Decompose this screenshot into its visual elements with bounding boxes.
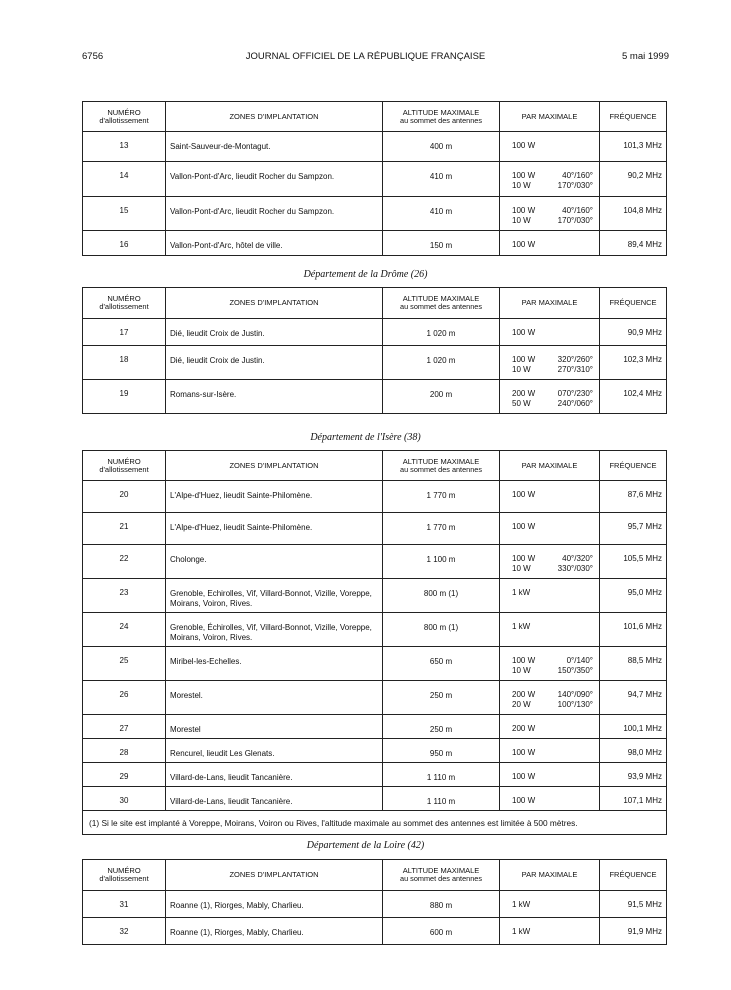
table-row — [83, 231, 667, 256]
zone-name: Dié, lieudit Croix de Justin. — [166, 346, 383, 380]
power-cell — [500, 481, 600, 513]
issue-date: 5 mai 1999 — [621, 51, 669, 62]
power-line — [504, 399, 595, 409]
header-alt-line2: au sommet des antennes — [400, 115, 482, 125]
power-value: 100 W — [512, 328, 536, 337]
azimuth-range: 240°/060° — [557, 399, 593, 408]
table-row — [83, 346, 667, 380]
header-num-line1: NUMÉRO — [107, 866, 141, 875]
allotment-table-loire — [82, 859, 667, 945]
table-row — [83, 197, 667, 231]
altitude-value: 800 m (1) — [383, 579, 500, 613]
table-row — [83, 681, 667, 715]
zone-name: Roanne (1), Riorges, Mably, Charlieu. — [166, 918, 383, 945]
power-cell — [500, 346, 600, 380]
azimuth-range: 330°/030° — [557, 564, 593, 573]
altitude-value: 1 770 m — [383, 481, 500, 513]
power-value: 100 W — [512, 141, 536, 150]
power-value: 200 W — [512, 389, 536, 398]
azimuth-range: 140°/090° — [557, 690, 593, 699]
allotment-number: 26 — [83, 681, 166, 715]
table-row — [83, 763, 667, 787]
header-num-line2: d'allotissement — [99, 874, 149, 883]
header-altitude — [383, 860, 500, 891]
allotment-number: 29 — [83, 763, 166, 787]
header-alt-line2: au sommet des antennes — [400, 464, 482, 474]
altitude-value: 1 770 m — [383, 513, 500, 545]
table-row — [83, 162, 667, 197]
allotment-number: 28 — [83, 739, 166, 763]
table-row — [83, 647, 667, 681]
header-frequence: FRÉQUENCE — [600, 860, 667, 891]
allotment-number: 20 — [83, 481, 166, 513]
header-alt-line1: ALTITUDE MAXIMALE — [402, 294, 480, 303]
altitude-value: 880 m — [383, 891, 500, 918]
header-frequence: FRÉQUENCE — [600, 451, 667, 481]
table-header-row — [83, 451, 667, 481]
altitude-value: 600 m — [383, 918, 500, 945]
power-value: 1 kW — [512, 927, 531, 936]
power-cell — [500, 197, 600, 231]
allotment-table-ardeche — [82, 101, 667, 256]
power-line — [504, 927, 595, 937]
altitude-value: 410 m — [383, 197, 500, 231]
frequency-value: 95,7 MHz — [600, 513, 667, 545]
table-row — [83, 319, 667, 346]
power-line — [504, 748, 595, 758]
azimuth-range: 0°/140° — [566, 656, 593, 665]
power-value: 10 W — [512, 666, 531, 675]
table-row — [83, 380, 667, 414]
power-value: 100 W — [512, 748, 536, 757]
allotment-number: 27 — [83, 715, 166, 739]
power-line — [504, 724, 595, 734]
page-number: 6756 — [82, 51, 104, 62]
zone-name: Miribel-les-Echelles. — [166, 647, 383, 681]
allotment-table-isere — [82, 450, 667, 835]
table-header-row — [83, 288, 667, 319]
zone-name: Rencurel, lieudit Les Glenats. — [166, 739, 383, 763]
power-cell — [500, 739, 600, 763]
allotment-number: 23 — [83, 579, 166, 613]
frequency-value: 89,4 MHz — [600, 231, 667, 256]
azimuth-range: 270°/310° — [557, 365, 593, 374]
frequency-value: 93,9 MHz — [600, 763, 667, 787]
header-altitude — [383, 451, 500, 481]
power-cell — [500, 545, 600, 579]
power-value: 200 W — [512, 724, 536, 733]
altitude-value: 410 m — [383, 162, 500, 197]
header-alt-line2: au sommet des antennes — [400, 302, 482, 311]
power-line — [504, 240, 595, 250]
power-value: 50 W — [512, 399, 531, 408]
power-cell — [500, 891, 600, 918]
power-cell — [500, 319, 600, 346]
power-value: 1 kW — [512, 622, 531, 631]
zone-name: Roanne (1), Riorges, Mably, Charlieu. — [166, 891, 383, 918]
azimuth-range: 40°/320° — [562, 554, 593, 563]
power-line — [504, 772, 595, 782]
allotment-number: 17 — [83, 319, 166, 346]
header-alt-line1: ALTITUDE MAXIMALE — [402, 866, 480, 875]
zone-name: Vallon-Pont-d'Arc, hôtel de ville. — [166, 231, 383, 256]
table-row — [83, 918, 667, 945]
zone-name: Morestel — [166, 715, 383, 739]
header-zones: ZONES D'IMPLANTATION — [166, 860, 383, 891]
power-cell — [500, 162, 600, 197]
altitude-value: 950 m — [383, 739, 500, 763]
allotment-number: 16 — [83, 231, 166, 256]
header-alt-line1: ALTITUDE MAXIMALE — [402, 456, 480, 466]
azimuth-range: 150°/350° — [557, 666, 593, 675]
header-num-line1: NUMÉRO — [107, 294, 141, 303]
zone-name: Grenoble, Echirolles, Vif, Villard-Bonnot, Vizille, Voreppe, Moirans, Voiron, Rives. — [166, 579, 383, 613]
department-heading-isere: Département de l'Isère (38) — [310, 432, 421, 443]
power-value: 1 kW — [512, 588, 531, 597]
frequency-value: 107,1 MHz — [600, 787, 667, 811]
frequency-value: 90,2 MHz — [600, 162, 667, 197]
power-line — [504, 690, 595, 700]
allotment-number: 30 — [83, 787, 166, 811]
power-value: 100 W — [512, 522, 536, 531]
power-line — [504, 588, 595, 598]
zone-name: Saint-Sauveur-de-Montagut. — [166, 132, 383, 162]
table-row — [83, 787, 667, 811]
header-altitude — [383, 102, 500, 132]
frequency-value: 100,1 MHz — [600, 715, 667, 739]
power-cell — [500, 647, 600, 681]
frequency-value: 104,8 MHz — [600, 197, 667, 231]
table-row — [83, 513, 667, 545]
altitude-value: 150 m — [383, 231, 500, 256]
power-line — [504, 554, 595, 564]
power-cell — [500, 513, 600, 545]
table-row — [83, 613, 667, 647]
power-line — [504, 355, 595, 365]
allotment-number: 19 — [83, 380, 166, 414]
power-line — [504, 796, 595, 806]
frequency-value: 98,0 MHz — [600, 739, 667, 763]
power-cell — [500, 613, 600, 647]
allotment-number: 13 — [83, 132, 166, 162]
power-line — [504, 622, 595, 632]
header-zones: ZONES D'IMPLANTATION — [166, 288, 383, 319]
header-num-line1: NUMÉRO — [107, 456, 141, 466]
zone-name: L'Alpe-d'Huez, lieudit Sainte-Philomène. — [166, 481, 383, 513]
power-line — [504, 365, 595, 375]
header-frequence: FRÉQUENCE — [600, 288, 667, 319]
power-line — [504, 700, 595, 710]
table-row — [83, 545, 667, 579]
altitude-value: 800 m (1) — [383, 613, 500, 647]
power-value: 100 W — [512, 772, 536, 781]
allotment-number: 31 — [83, 891, 166, 918]
zone-name: Romans-sur-Isère. — [166, 380, 383, 414]
power-line — [504, 206, 595, 216]
power-value: 20 W — [512, 700, 531, 709]
header-par: PAR MAXIMALE — [500, 102, 600, 132]
altitude-value: 650 m — [383, 647, 500, 681]
table-row — [83, 132, 667, 162]
header-numero — [83, 860, 166, 891]
header-num-line2: d'allotissement — [99, 302, 149, 311]
power-line — [504, 490, 595, 500]
power-cell — [500, 132, 600, 162]
power-line — [504, 389, 595, 399]
header-altitude — [383, 288, 500, 319]
power-line — [504, 141, 595, 151]
table-row — [83, 579, 667, 613]
power-value: 10 W — [512, 564, 531, 573]
zone-name: Vallon-Pont-d'Arc, lieudit Rocher du Sampzon. — [166, 197, 383, 231]
header-zones: ZONES D'IMPLANTATION — [166, 102, 383, 132]
department-heading-loire: Département de la Loire (42) — [306, 840, 425, 851]
header-alt-line2: au sommet des antennes — [400, 874, 482, 883]
table-row — [83, 891, 667, 918]
power-line — [504, 216, 595, 226]
azimuth-range: 40°/160° — [562, 171, 593, 180]
header-num-line1: NUMÉRO — [107, 107, 141, 117]
zone-name: L'Alpe-d'Huez, lieudit Sainte-Philomène. — [166, 513, 383, 545]
zone-name: Morestel. — [166, 681, 383, 715]
power-cell — [500, 918, 600, 945]
header-par: PAR MAXIMALE — [500, 451, 600, 481]
allotment-number: 21 — [83, 513, 166, 545]
frequency-value: 105,5 MHz — [600, 545, 667, 579]
frequency-value: 94,7 MHz — [600, 681, 667, 715]
power-value: 100 W — [512, 206, 536, 215]
power-value: 100 W — [512, 796, 536, 805]
power-value: 100 W — [512, 554, 536, 563]
power-value: 100 W — [512, 490, 536, 499]
header-numero — [83, 102, 166, 132]
power-cell — [500, 579, 600, 613]
frequency-value: 101,3 MHz — [600, 132, 667, 162]
frequency-value: 91,5 MHz — [600, 891, 667, 918]
header-frequence: FRÉQUENCE — [600, 102, 667, 132]
azimuth-range: 070°/230° — [557, 389, 593, 398]
power-cell — [500, 681, 600, 715]
altitude-value: 1 020 m — [383, 346, 500, 380]
header-num-line2: d'allotissement — [99, 115, 149, 125]
frequency-value: 95,0 MHz — [600, 579, 667, 613]
frequency-value: 88,5 MHz — [600, 647, 667, 681]
allotment-table-drome — [82, 287, 667, 414]
header-par: PAR MAXIMALE — [500, 288, 600, 319]
power-value: 100 W — [512, 355, 536, 364]
power-cell — [500, 380, 600, 414]
allotment-number: 25 — [83, 647, 166, 681]
zone-name: Vallon-Pont-d'Arc, lieudit Rocher du Sampzon. — [166, 162, 383, 197]
power-value: 10 W — [512, 365, 531, 374]
zone-name: Grenoble, Échirolles, Vif, Villard-Bonnot, Vizille, Voreppe, Moirans, Voiron, Rives. — [166, 613, 383, 647]
power-value: 100 W — [512, 240, 536, 249]
zone-name: Cholonge. — [166, 545, 383, 579]
allotment-number: 22 — [83, 545, 166, 579]
power-value: 1 kW — [512, 900, 531, 909]
azimuth-range: 170°/030° — [557, 216, 593, 225]
altitude-value: 400 m — [383, 132, 500, 162]
frequency-value: 102,3 MHz — [600, 346, 667, 380]
azimuth-range: 100°/130° — [557, 700, 593, 709]
altitude-value: 250 m — [383, 715, 500, 739]
table-row — [83, 715, 667, 739]
power-line — [504, 900, 595, 910]
header-zones: ZONES D'IMPLANTATION — [166, 451, 383, 481]
header-par: PAR MAXIMALE — [500, 860, 600, 891]
frequency-value: 90,9 MHz — [600, 319, 667, 346]
altitude-value: 1 100 m — [383, 545, 500, 579]
journal-title: JOURNAL OFFICIEL DE LA RÉPUBLIQUE FRANÇAISE — [245, 51, 486, 62]
power-line — [504, 666, 595, 676]
power-line — [504, 171, 595, 181]
table-header-row — [83, 102, 667, 132]
zone-name: Dié, lieudit Croix de Justin. — [166, 319, 383, 346]
altitude-value: 1 110 m — [383, 763, 500, 787]
power-cell — [500, 231, 600, 256]
zone-name: Villard-de-Lans, lieudit Tancanière. — [166, 787, 383, 811]
allotment-number: 15 — [83, 197, 166, 231]
footnote-row — [83, 811, 667, 835]
table-row — [83, 739, 667, 763]
header-alt-line1: ALTITUDE MAXIMALE — [402, 107, 480, 117]
altitude-value: 1 110 m — [383, 787, 500, 811]
altitude-value: 1 020 m — [383, 319, 500, 346]
power-line — [504, 181, 595, 191]
allotment-number: 32 — [83, 918, 166, 945]
frequency-value: 91,9 MHz — [600, 918, 667, 945]
azimuth-range: 320°/260° — [557, 355, 593, 364]
power-line — [504, 522, 595, 532]
power-cell — [500, 715, 600, 739]
department-heading-drome: Département de la Drôme (26) — [303, 269, 428, 280]
footnote-text: (1) Si le site est implanté à Voreppe, Moirans, Voiron ou Rives, l'altitude maximale au sommet des antennes est limitée à 500 mètres. — [83, 811, 667, 835]
power-cell — [500, 787, 600, 811]
azimuth-range: 170°/030° — [557, 181, 593, 190]
power-line — [504, 328, 595, 338]
altitude-value: 250 m — [383, 681, 500, 715]
allotment-number: 14 — [83, 162, 166, 197]
power-value: 100 W — [512, 656, 536, 665]
power-line — [504, 564, 595, 574]
zone-name: Villard-de-Lans, lieudit Tancanière. — [166, 763, 383, 787]
allotment-number: 18 — [83, 346, 166, 380]
power-value: 10 W — [512, 216, 531, 225]
table-header-row — [83, 860, 667, 891]
power-cell — [500, 763, 600, 787]
header-numero — [83, 288, 166, 319]
table-row — [83, 481, 667, 513]
altitude-value: 200 m — [383, 380, 500, 414]
power-line — [504, 656, 595, 666]
power-value: 200 W — [512, 690, 536, 699]
allotment-number: 24 — [83, 613, 166, 647]
frequency-value: 101,6 MHz — [600, 613, 667, 647]
power-value: 10 W — [512, 181, 531, 190]
frequency-value: 87,6 MHz — [600, 481, 667, 513]
azimuth-range: 40°/160° — [562, 206, 593, 215]
header-numero — [83, 451, 166, 481]
power-value: 100 W — [512, 171, 536, 180]
frequency-value: 102,4 MHz — [600, 380, 667, 414]
header-num-line2: d'allotissement — [99, 464, 149, 474]
